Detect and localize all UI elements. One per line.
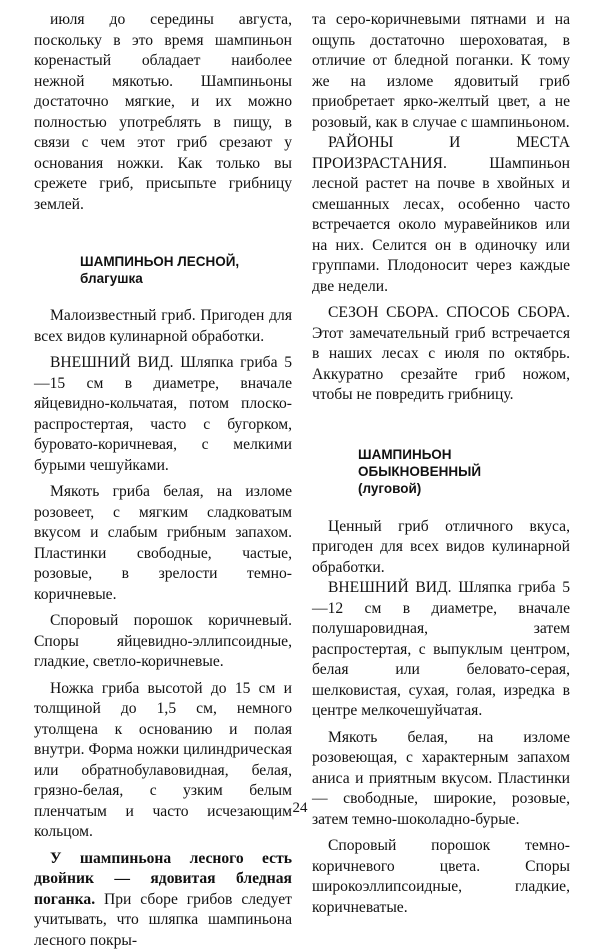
- paragraph: Малоизвестный гриб. Пригоден для всех видов кулинарной обработки.: [34, 306, 292, 347]
- section-heading-forest-champignon: [34, 253, 292, 287]
- paragraph: РАЙОНЫ И МЕСТА ПРОИЗРАСТАНИЯ. Шампиньон лесной растет на почве в хвойных и смешанных лесах, особенно часто встречается около муравейников или на них. Селится он в одиночку или группами. Плодоносит через каждые две недели.: [312, 133, 570, 297]
- paragraph: Мякоть белая, на изломе розовеющая, с характерным запахом аниса и приятным вкусом. Пластинки — свободные, широкие, розовые, затем темно-шоколадно-бурые.: [312, 728, 570, 831]
- paragraph: Мякоть гриба белая, на изломе розовеет, с мягким сладковатым вкусом и слабым грибным запахом. Пластинки свободные, частые, розовые, в зрелости темно-коричневые.: [34, 482, 292, 605]
- heading-line: ШАМПИНЬОН ЛЕСНОЙ,: [80, 253, 292, 270]
- text: При сборе грибов следует учитывать, что шляпка шампиньона лесного покры-: [34, 891, 292, 949]
- paragraph: [34, 849, 292, 951]
- paragraph: СЕЗОН СБОРА. СПОСОБ СБОРА. Этот замечательный гриб встречается в наших лесах с июля по октябрь. Аккуратно срезайте гриб ножом, чтобы не повредить грибницу.: [312, 303, 570, 406]
- bold-text: У шампиньона лесного есть двойник — ядовитая бледная поганка.: [34, 850, 292, 908]
- paragraph: Споровый порошок темно-коричневого цвета. Споры широкоэллипсоидные, гладкие, коричневатые.: [312, 836, 570, 918]
- paragraph: Ножка гриба высотой до 15 см и толщиной до 1,5 см, немного утолщена к основанию и полая внутри. Форма ножки цилиндрическая или обратнобулавовидная, белая, грязно-белая, с узким белым пленчатым и часто исчезающим кольцом.: [34, 679, 292, 843]
- heading-line: ОБЫКНОВЕННЫЙ: [358, 463, 570, 480]
- paragraph: та серо-коричневыми пятнами и на ощупь достаточно шероховатая, в отличие от бледной поганки. К тому же на изломе ядовитый гриб приобретает ярко-желтый цвет, а не розовый, как в случае с шампиньоном.: [312, 10, 570, 133]
- paragraph: июля до середины августа, поскольку в это время шампиньон коренастый обладает наиболее нежной мякотью. Шампиньоны достаточно мягкие, и их можно полностью употреблять в пищу, в связи с чем этот гриб срезают у основания ножки. Как только вы срежете гриб, присыпьте грибницу землей.: [34, 10, 292, 215]
- paragraph: Споровый порошок коричневый. Споры яйцевидно-эллипсоидные, гладкие, светло-коричневые.: [34, 611, 292, 673]
- paragraph: ВНЕШНИЙ ВИД. Шляпка гриба 5—12 см в диаметре, вначале полушаровидная, затем распростертая, с выпуклым центром, белая или беловато-серая, шелковистая, сухая, голая, изредка в центре мелкочешуйчатая.: [312, 578, 570, 722]
- heading-line: ШАМПИНЬОН: [358, 446, 570, 463]
- heading-subtitle: благушка: [80, 270, 292, 287]
- right-column: [312, 10, 570, 918]
- paragraph: Ценный гриб отличного вкуса, пригоден для всех видов кулинарной обработки.: [312, 517, 570, 579]
- section-heading-common-champignon: [312, 446, 570, 497]
- page-number: 24: [0, 800, 600, 817]
- heading-subtitle: (луговой): [358, 480, 570, 497]
- paragraph: ВНЕШНИЙ ВИД. Шляпка гриба 5—15 см в диаметре, вначале яйцевидно-кольчатая, потом плоско-распростертая, часто с бугорком, буровато-коричневая, с мелкими бурыми чешуйками.: [34, 353, 292, 476]
